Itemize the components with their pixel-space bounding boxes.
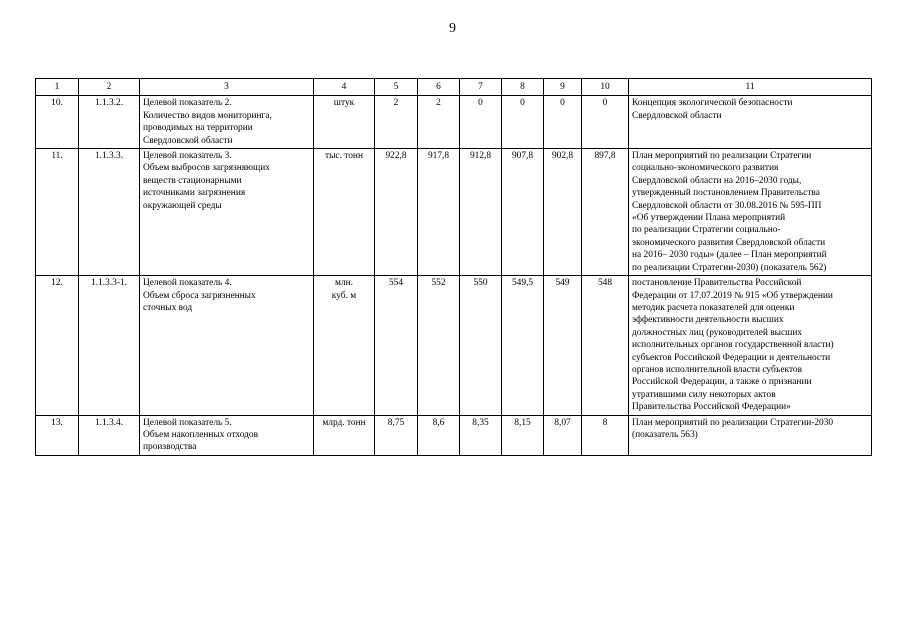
header-row xyxy=(36,79,872,96)
table-row xyxy=(36,276,872,415)
value-cell: 907,8 xyxy=(502,149,544,276)
value-cell: 912,8 xyxy=(460,149,502,276)
indicator-name: Целевой показатель 2. Количество видов мониторинга, проводимых на территории Свердловской области xyxy=(140,96,314,149)
column-header: 8 xyxy=(502,79,544,96)
indicator-name: Целевой показатель 4. Объем сброса загрязненных сточных вод xyxy=(140,276,314,415)
value-cell: 8 xyxy=(582,415,629,455)
indicator-code: 1.1.3.3. xyxy=(79,149,140,276)
value-cell: 554 xyxy=(375,276,418,415)
source-document: постановление Правительства Российской Федерации от 17.07.2019 № 915 «Об утверждении методик расчета показателей для оценки эффективности деятельности высших должностных лиц (руководителей высших исполнительных органов государственной власти) субъектов Российской Федерации и деятельности органов исполнительной власти субъектов Российской Федерации, а также о признании утратившими силу некоторых актов Правительства Российской Федерации» xyxy=(629,276,872,415)
indicator-code: 1.1.3.4. xyxy=(79,415,140,455)
column-header: 7 xyxy=(460,79,502,96)
value-cell: 922,8 xyxy=(375,149,418,276)
column-header: 6 xyxy=(418,79,460,96)
source-document: План мероприятий по реализации Стратегии-2030 (показатель 563) xyxy=(629,415,872,455)
table-row xyxy=(36,149,872,276)
value-cell: 8,15 xyxy=(502,415,544,455)
value-cell: 8,07 xyxy=(544,415,582,455)
value-cell: 8,6 xyxy=(418,415,460,455)
source-document: План мероприятий по реализации Стратегии социально-экономического развития Свердловской области на 2016–2030 годы, утвержденный постановлением Правительства Свердловской области от 30.08.2016 № 595-ПП «Об утверждении Плана мероприятий по реализации Стратегии социально- экономического развития Свердловской области на 2016– 2030 годы» (далее – План мероприятий по реализации Стратегии-2030) (показатель 562) xyxy=(629,149,872,276)
indicator-code: 1.1.3.3-1. xyxy=(79,276,140,415)
indicator-code: 1.1.3.2. xyxy=(79,96,140,149)
value-cell: 549 xyxy=(544,276,582,415)
value-cell: 917,8 xyxy=(418,149,460,276)
table-row xyxy=(36,415,872,455)
value-cell: 2 xyxy=(418,96,460,149)
value-cell: 0 xyxy=(460,96,502,149)
source-document: Концепция экологической безопасности Свердловской области xyxy=(629,96,872,149)
column-header: 9 xyxy=(544,79,582,96)
row-number: 12. xyxy=(36,276,79,415)
column-header: 10 xyxy=(582,79,629,96)
value-cell: 897,8 xyxy=(582,149,629,276)
value-cell: 552 xyxy=(418,276,460,415)
column-header: 4 xyxy=(314,79,375,96)
column-header: 2 xyxy=(79,79,140,96)
unit: млн. куб. м xyxy=(314,276,375,415)
value-cell: 0 xyxy=(544,96,582,149)
value-cell: 0 xyxy=(502,96,544,149)
column-header: 1 xyxy=(36,79,79,96)
unit: млрд. тонн xyxy=(314,415,375,455)
value-cell: 2 xyxy=(375,96,418,149)
unit: тыс. тонн xyxy=(314,149,375,276)
value-cell: 8,35 xyxy=(460,415,502,455)
value-cell: 548 xyxy=(582,276,629,415)
row-number: 13. xyxy=(36,415,79,455)
row-number: 11. xyxy=(36,149,79,276)
page-number: 9 xyxy=(449,21,456,36)
indicator-name: Целевой показатель 5. Объем накопленных отходов производства xyxy=(140,415,314,455)
value-cell: 0 xyxy=(582,96,629,149)
column-header: 5 xyxy=(375,79,418,96)
column-header: 11 xyxy=(629,79,872,96)
table-row xyxy=(36,96,872,149)
value-cell: 549,5 xyxy=(502,276,544,415)
indicators-table xyxy=(35,78,872,456)
value-cell: 550 xyxy=(460,276,502,415)
value-cell: 902,8 xyxy=(544,149,582,276)
value-cell: 8,75 xyxy=(375,415,418,455)
indicator-name: Целевой показатель 3. Объем выбросов загрязняющих веществ стационарными источниками загрязнения окружающей среды xyxy=(140,149,314,276)
row-number: 10. xyxy=(36,96,79,149)
unit: штук xyxy=(314,96,375,149)
column-header: 3 xyxy=(140,79,314,96)
